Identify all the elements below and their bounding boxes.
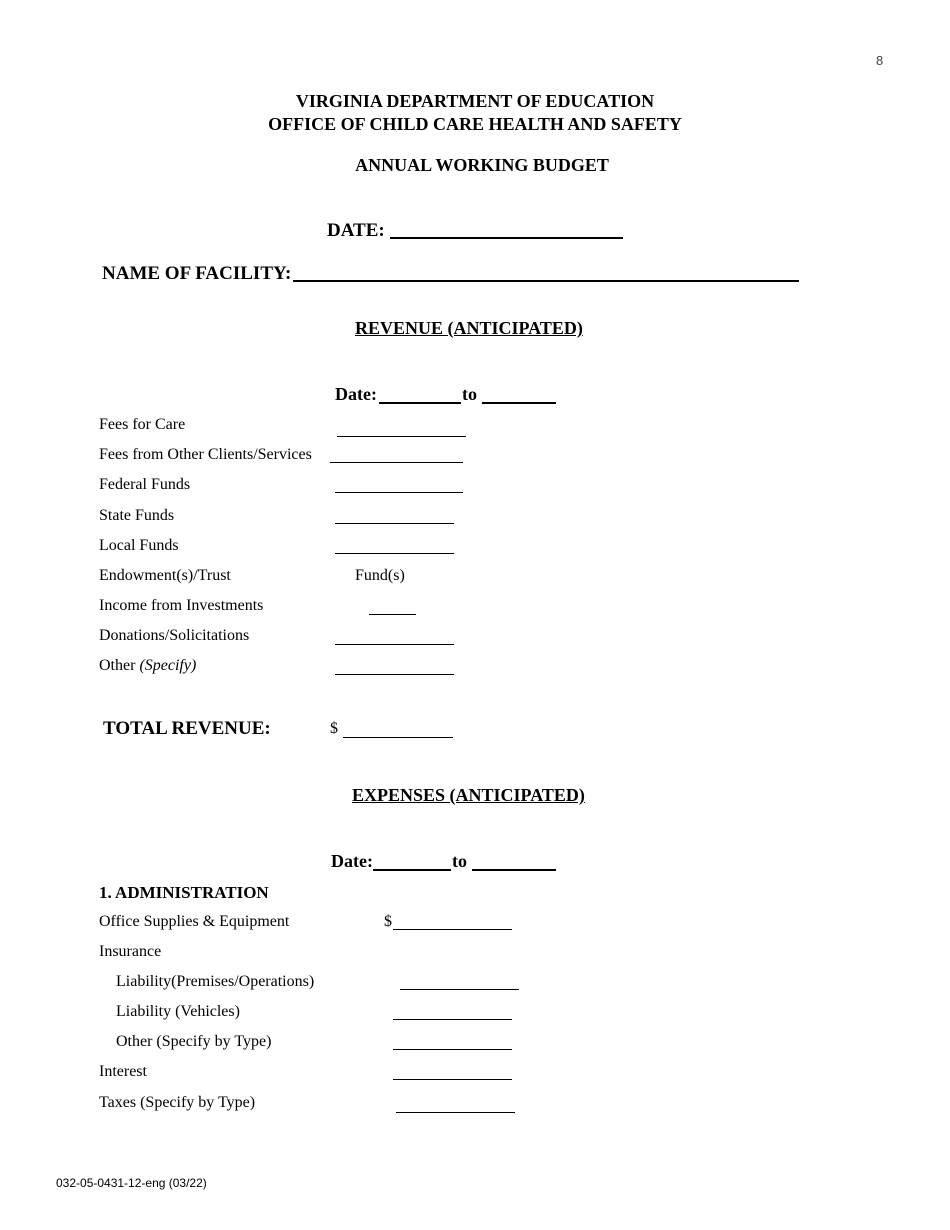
expenses-heading: EXPENSES (ANTICIPATED) [352, 785, 585, 805]
revenue-item-donations: Donations/Solicitations [99, 627, 250, 644]
revenue-item-federal-funds: Federal Funds [99, 476, 191, 493]
office-supplies-currency: $ [384, 913, 392, 930]
other-specify-label: (Specify) [139, 657, 197, 674]
department-heading: VIRGINIA DEPARTMENT OF EDUCATION [295, 91, 655, 111]
form-code: 032-05-0431-12-eng (03/22) [56, 1176, 207, 1190]
state-funds-field[interactable] [335, 523, 454, 524]
expense-item-other-insurance: Other (Specify by Type) [116, 1033, 272, 1050]
investments-field[interactable] [369, 614, 416, 615]
revenue-item-local-funds: Local Funds [99, 537, 179, 554]
fees-for-care-field[interactable] [337, 436, 466, 437]
taxes-field[interactable] [396, 1112, 515, 1113]
expenses-date-to-field[interactable] [472, 869, 556, 871]
expenses-date-label: Date: [331, 851, 373, 871]
total-revenue-currency: $ [330, 720, 338, 737]
local-funds-field[interactable] [335, 553, 454, 554]
office-heading: OFFICE OF CHILD CARE HEALTH AND SAFETY [268, 114, 682, 134]
fees-other-clients-field[interactable] [330, 462, 463, 463]
total-revenue-field[interactable] [343, 737, 453, 738]
expense-item-insurance: Insurance [99, 943, 162, 960]
page-title: ANNUAL WORKING BUDGET [355, 155, 609, 175]
revenue-date-label: Date: [335, 384, 377, 404]
facility-name-field[interactable] [293, 280, 799, 282]
facility-label: NAME OF FACILITY: [102, 263, 292, 284]
revenue-item-endowment: Endowment(s)/Trust [99, 567, 231, 584]
revenue-to-label: to [462, 384, 477, 404]
total-revenue-label: TOTAL REVENUE: [103, 718, 271, 739]
administration-heading: 1. ADMINISTRATION [99, 883, 269, 902]
revenue-heading: REVENUE (ANTICIPATED) [355, 318, 583, 338]
expense-item-liability-premises: Liability(Premises/Operations) [116, 973, 315, 990]
federal-funds-field[interactable] [335, 492, 463, 493]
revenue-item-state-funds: State Funds [99, 507, 175, 524]
liability-premises-field[interactable] [400, 989, 519, 990]
office-supplies-field[interactable] [393, 929, 512, 930]
revenue-item-fees-for-care: Fees for Care [99, 416, 186, 433]
fund-label: Fund(s) [355, 567, 405, 584]
expense-item-taxes: Taxes (Specify by Type) [99, 1094, 256, 1111]
expense-item-interest: Interest [99, 1063, 147, 1080]
expenses-to-label: to [452, 851, 467, 871]
expense-item-liability-vehicles: Liability (Vehicles) [116, 1003, 240, 1020]
revenue-item-other [99, 657, 196, 675]
expenses-date-from-field[interactable] [373, 869, 451, 871]
page-number: 8 [876, 53, 884, 68]
other-insurance-field[interactable] [393, 1049, 512, 1050]
liability-vehicles-field[interactable] [393, 1019, 512, 1020]
date-label: DATE: [327, 220, 385, 241]
revenue-item-fees-other-clients: Fees from Other Clients/Services [99, 446, 312, 463]
revenue-date-from-field[interactable] [379, 402, 461, 404]
revenue-item-investments: Income from Investments [99, 597, 264, 614]
other-label: Other [99, 657, 136, 674]
donations-field[interactable] [335, 644, 454, 645]
expense-item-office-supplies: Office Supplies & Equipment [99, 913, 290, 930]
interest-field[interactable] [393, 1079, 512, 1080]
revenue-date-to-field[interactable] [482, 402, 556, 404]
other-revenue-field[interactable] [335, 674, 454, 675]
date-field[interactable] [390, 237, 623, 239]
